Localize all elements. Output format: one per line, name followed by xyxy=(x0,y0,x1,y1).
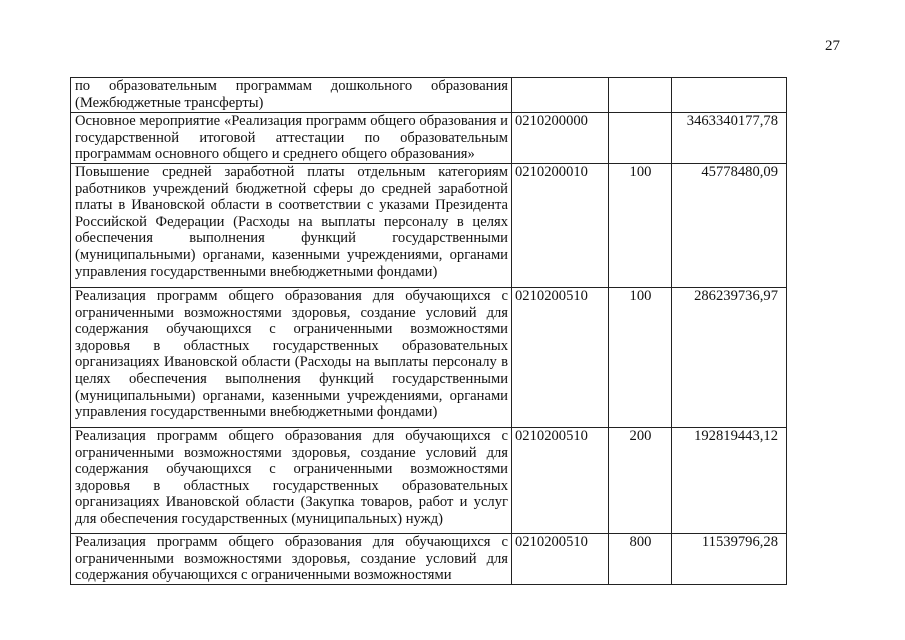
row-name-cell: Реализация программ общего образования для обучающихся с ограниченными возможностями здоровья, создание условий для содержания обучающихся с ограниченными возможностями здоровья в областных государственных образовательных организациях Ивановской области (Закупка товаров, работ и услуг для обеспечения государственных (муниципальных) нужд) xyxy=(71,428,512,534)
row-name-cell: Повышение средней заработной платы отдельным категориям работников учреждений бюджетной сферы до средней заработной платы в Ивановской области в соответствии с указами Президента Российской Федерации (Расходы на выплаты персоналу в целях обеспечения выполнения функций государственными (муниципальными) органами, казенными учреждениями, органами управления государственными внебюджетными фондами) xyxy=(71,164,512,288)
table-row xyxy=(71,78,787,113)
row-sum-cell: 11539796,28 xyxy=(672,534,787,585)
table-row xyxy=(71,288,787,428)
row-sum-cell: 45778480,09 xyxy=(672,164,787,288)
row-sum-cell: 3463340177,78 xyxy=(672,113,787,164)
row-sum-cell: 286239736,97 xyxy=(672,288,787,428)
row-code-cell: 0210200010 xyxy=(512,164,609,288)
row-code-cell: 0210200000 xyxy=(512,113,609,164)
table-row xyxy=(71,534,787,585)
row-code-cell: 0210200510 xyxy=(512,534,609,585)
row-type-cell xyxy=(609,78,672,113)
page-number: 27 xyxy=(825,38,840,54)
row-code-cell: 0210200510 xyxy=(512,288,609,428)
table-row xyxy=(71,428,787,534)
row-code-cell xyxy=(512,78,609,113)
row-type-cell: 200 xyxy=(609,428,672,534)
row-sum-cell xyxy=(672,78,787,113)
row-name-cell: Реализация программ общего образования для обучающихся с ограниченными возможностями здоровья, создание условий для содержания обучающихся с ограниченными возможностями xyxy=(71,534,512,585)
row-name-cell: по образовательным программам дошкольного образования (Межбюджетные трансферты) xyxy=(71,78,512,113)
row-name-cell: Реализация программ общего образования для обучающихся с ограниченными возможностями здоровья, создание условий для содержания обучающихся с ограниченными возможностями здоровья в областных государственных образовательных организациях Ивановской области (Расходы на выплаты персоналу в целях обеспечения выполнения функций государственными (муниципальными) органами, казенными учреждениями, органами управления государственными внебюджетными фондами) xyxy=(71,288,512,428)
budget-table xyxy=(70,77,787,585)
row-type-cell: 100 xyxy=(609,288,672,428)
row-code-cell: 0210200510 xyxy=(512,428,609,534)
row-sum-cell: 192819443,12 xyxy=(672,428,787,534)
row-type-cell: 100 xyxy=(609,164,672,288)
table-row xyxy=(71,164,787,288)
row-type-cell: 800 xyxy=(609,534,672,585)
row-type-cell xyxy=(609,113,672,164)
row-name-cell: Основное мероприятие «Реализация программ общего образования и государственной итоговой аттестации по образовательным программам основного общего и среднего общего образования» xyxy=(71,113,512,164)
table-row xyxy=(71,113,787,164)
